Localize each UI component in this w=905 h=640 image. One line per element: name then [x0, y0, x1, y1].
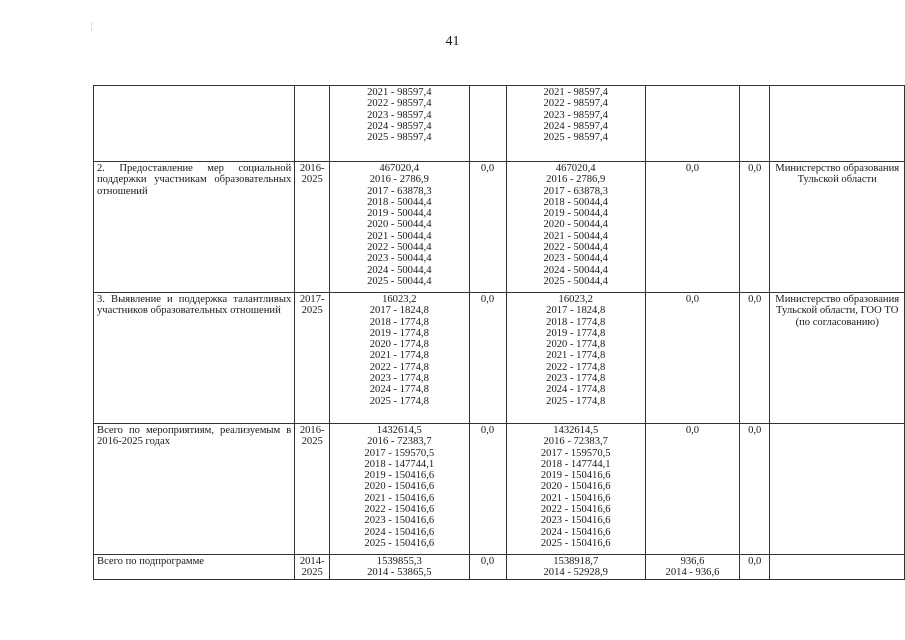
cell-line: 2016 - 72383,7	[367, 436, 432, 448]
cell-line: 2016 - 2786,9	[546, 174, 606, 186]
cell-years: 2016-2025	[295, 424, 330, 555]
cell-total	[330, 86, 469, 162]
cell-line: 2023 - 50044,4	[367, 253, 432, 265]
cell-line: 2024 - 150416,6	[364, 526, 435, 538]
cell-line: 2023 - 50044,4	[543, 253, 608, 265]
cell-line: 2023 - 150416,6	[364, 515, 435, 527]
cell-years	[295, 86, 330, 162]
cell-line: 2022 - 50044,4	[367, 242, 432, 254]
table-row	[94, 555, 905, 580]
cell-local: 0,0	[645, 424, 739, 555]
cell-years: 2016-2025	[295, 162, 330, 293]
cell-line: 2023 - 98597,4	[543, 109, 608, 121]
cell-local	[645, 86, 739, 162]
cell-line: 2023 - 1774,8	[369, 373, 429, 385]
cell-line: 1432614,5	[553, 425, 599, 436]
cell-line: 2019 - 150416,6	[540, 470, 611, 482]
cell-federal: 0,0	[469, 162, 506, 293]
cell-line: 2016 - 72383,7	[543, 436, 608, 448]
cell-line: 2021 - 50044,4	[543, 230, 608, 242]
cell-regional	[506, 162, 645, 293]
cell-executor: Министерство образования Тульской области, ГОО ТО (по согласованию)	[770, 293, 905, 424]
cell-line: 2021 - 98597,4	[367, 87, 432, 98]
cell-line: 16023,2	[558, 294, 593, 305]
cell-line: 2025 - 50044,4	[543, 275, 608, 287]
cell-line: 2020 - 1774,8	[546, 339, 606, 351]
cell-years: 2017-2025	[295, 293, 330, 424]
cell-line: 1538918,7	[553, 556, 599, 567]
cell-line: 2022 - 98597,4	[543, 98, 608, 110]
cell-federal: 0,0	[469, 555, 506, 580]
cell-line: 2019 - 50044,4	[543, 208, 608, 220]
cell-total	[330, 424, 469, 555]
cell-line: 2018 - 1774,8	[369, 316, 429, 328]
cell-line: 2014 - 53865,5	[367, 567, 432, 579]
table-row	[94, 293, 905, 424]
cell-line: 2025 - 150416,6	[364, 537, 435, 549]
cell-regional	[506, 555, 645, 580]
cell-line: 2019 - 1774,8	[369, 327, 429, 339]
cell-line: 2020 - 150416,6	[540, 481, 611, 493]
cell-line: 2018 - 147744,1	[540, 458, 611, 470]
cell-years: 2014-2025	[295, 555, 330, 580]
cell-line: 2025 - 150416,6	[540, 537, 611, 549]
cell-regional	[506, 86, 645, 162]
cell-line: 2024 - 50044,4	[367, 264, 432, 276]
cell-name: 2. Предоставление мер социальной поддержки участникам образовательных отношений	[94, 162, 295, 293]
cell-line: 2021 - 50044,4	[367, 230, 432, 242]
cell-executor	[770, 555, 905, 580]
cell-line: 2016 - 2786,9	[369, 174, 429, 186]
cell-other	[740, 86, 770, 162]
cell-line: 2022 - 150416,6	[540, 504, 611, 516]
cell-line: 2021 - 1774,8	[546, 350, 606, 362]
cell-line: 2022 - 150416,6	[364, 504, 435, 516]
cell-line: 2025 - 1774,8	[369, 395, 429, 407]
cell-line: 2017 - 63878,3	[367, 185, 432, 197]
table-body	[94, 86, 905, 580]
cell-line: 2018 - 50044,4	[543, 196, 608, 208]
cell-line: 2020 - 1774,8	[369, 339, 429, 351]
cell-line: 467020,4	[379, 163, 420, 174]
cell-line: 2022 - 1774,8	[546, 361, 606, 373]
cell-line: 2024 - 98597,4	[543, 120, 608, 132]
cell-name: Всего по мероприятиям, реализуемым в 2016-2025 годах	[94, 424, 295, 555]
table-row	[94, 424, 905, 555]
cell-line: 2017 - 1824,8	[546, 305, 606, 317]
cell-other: 0,0	[740, 162, 770, 293]
cell-line: 2020 - 50044,4	[543, 219, 608, 231]
cell-other: 0,0	[740, 293, 770, 424]
cell-line: 16023,2	[382, 294, 417, 305]
cell-federal: 0,0	[469, 293, 506, 424]
cell-line: 2025 - 1774,8	[546, 395, 606, 407]
cell-other: 0,0	[740, 555, 770, 580]
cell-line: 2017 - 159570,5	[364, 447, 435, 459]
cell-executor: Министерство образования Тульской области	[770, 162, 905, 293]
cell-line: 467020,4	[555, 163, 596, 174]
cell-line: 2025 - 50044,4	[367, 275, 432, 287]
cell-line: 2018 - 1774,8	[546, 316, 606, 328]
page-number: 41	[445, 34, 460, 49]
cell-line: 1539855,3	[376, 556, 422, 567]
cell-total	[330, 555, 469, 580]
cell-line: 2024 - 50044,4	[543, 264, 608, 276]
cell-line: 2025 - 98597,4	[543, 132, 608, 144]
cell-line: 2024 - 1774,8	[369, 384, 429, 396]
cell-line: 2023 - 150416,6	[540, 515, 611, 527]
cell-local	[645, 555, 739, 580]
cell-line: 2020 - 50044,4	[367, 219, 432, 231]
cell-line: 936,6	[680, 556, 705, 567]
cell-line: 2024 - 150416,6	[540, 526, 611, 538]
cell-regional	[506, 293, 645, 424]
cell-line: 2021 - 98597,4	[543, 87, 608, 98]
cell-other: 0,0	[740, 424, 770, 555]
cell-line: 1432614,5	[376, 425, 422, 436]
cell-line: 2021 - 150416,6	[540, 492, 611, 504]
cell-line: 2018 - 50044,4	[367, 196, 432, 208]
cell-total	[330, 162, 469, 293]
cell-line: 2024 - 98597,4	[367, 120, 432, 132]
cell-executor	[770, 86, 905, 162]
cell-line: 2021 - 150416,6	[364, 492, 435, 504]
cell-local: 0,0	[645, 293, 739, 424]
cell-executor	[770, 424, 905, 555]
cell-line: 2022 - 98597,4	[367, 98, 432, 110]
cell-line: 2019 - 150416,6	[364, 470, 435, 482]
cell-local: 0,0	[645, 162, 739, 293]
cell-line: 2017 - 159570,5	[540, 447, 611, 459]
cell-line: 2024 - 1774,8	[546, 384, 606, 396]
cell-line: 2017 - 63878,3	[543, 185, 608, 197]
table-row	[94, 86, 905, 162]
cell-line: 2021 - 1774,8	[369, 350, 429, 362]
cell-line: 2022 - 1774,8	[369, 361, 429, 373]
cell-line: 2023 - 98597,4	[367, 109, 432, 121]
table-row	[94, 162, 905, 293]
cell-line: 2019 - 1774,8	[546, 327, 606, 339]
budget-table	[93, 85, 905, 580]
cell-line: 2018 - 147744,1	[364, 458, 435, 470]
cell-line: 2025 - 98597,4	[367, 132, 432, 144]
cell-name: Всего по подпрограмме	[94, 555, 295, 580]
cell-name	[94, 86, 295, 162]
cell-federal: 0,0	[469, 424, 506, 555]
cell-line: 2022 - 50044,4	[543, 242, 608, 254]
cell-name: 3. Выявление и поддержка талантливых участников образовательных отношений	[94, 293, 295, 424]
cell-regional	[506, 424, 645, 555]
cell-line: 2023 - 1774,8	[546, 373, 606, 385]
cell-federal	[469, 86, 506, 162]
cell-line: 2017 - 1824,8	[369, 305, 429, 317]
scan-mark: ¦	[91, 22, 93, 31]
cell-line: 2014 - 52928,9	[543, 567, 608, 579]
cell-line: 2014 - 936,6	[665, 567, 720, 579]
cell-line: 2020 - 150416,6	[364, 481, 435, 493]
cell-total	[330, 293, 469, 424]
cell-line: 2019 - 50044,4	[367, 208, 432, 220]
